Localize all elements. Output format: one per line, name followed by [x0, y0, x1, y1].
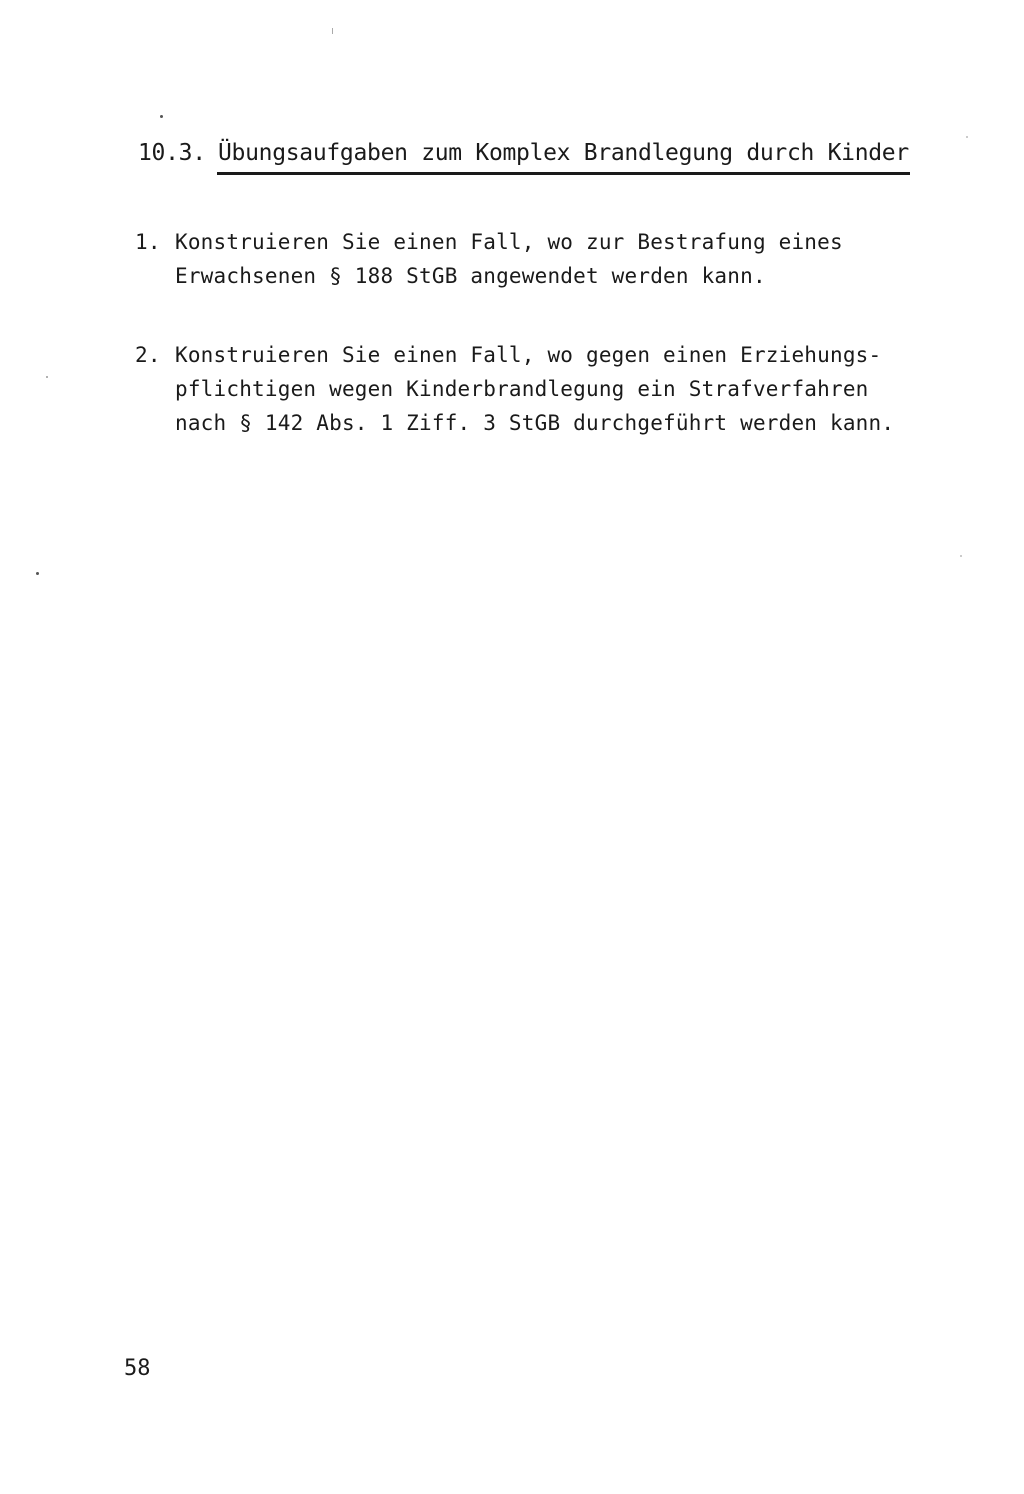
- section-heading: [138, 138, 909, 168]
- exercise-line: Konstruieren Sie einen Fall, wo gegen einen Erziehungs-: [175, 343, 882, 367]
- exercise-line: Erwachsenen § 188 StGB angewendet werden kann.: [175, 264, 766, 288]
- scan-speck: [966, 136, 968, 138]
- section-title: Übungsaufgaben zum Komplex Brandlegung durch Kinder: [218, 140, 909, 166]
- page-number: 58: [124, 1356, 151, 1381]
- exercise-text: [175, 338, 894, 440]
- scan-speck: [36, 572, 39, 575]
- exercise-text: [175, 225, 843, 293]
- scan-speck: [332, 28, 333, 34]
- exercise-line: nach § 142 Abs. 1 Ziff. 3 StGB durchgeführt werden kann.: [175, 411, 895, 435]
- exercise-line: Konstruieren Sie einen Fall, wo zur Bestrafung eines: [175, 230, 843, 254]
- exercise-number: 1.: [135, 230, 161, 254]
- scan-speck: [960, 555, 962, 557]
- heading-underline: [217, 172, 910, 175]
- scan-speck: [46, 376, 48, 378]
- exercise-line: pflichtigen wegen Kinderbrandlegung ein Strafverfahren: [175, 377, 869, 401]
- section-number: 10.3.: [138, 140, 206, 166]
- exercise-number: 2.: [135, 343, 161, 367]
- scan-speck: [160, 115, 163, 118]
